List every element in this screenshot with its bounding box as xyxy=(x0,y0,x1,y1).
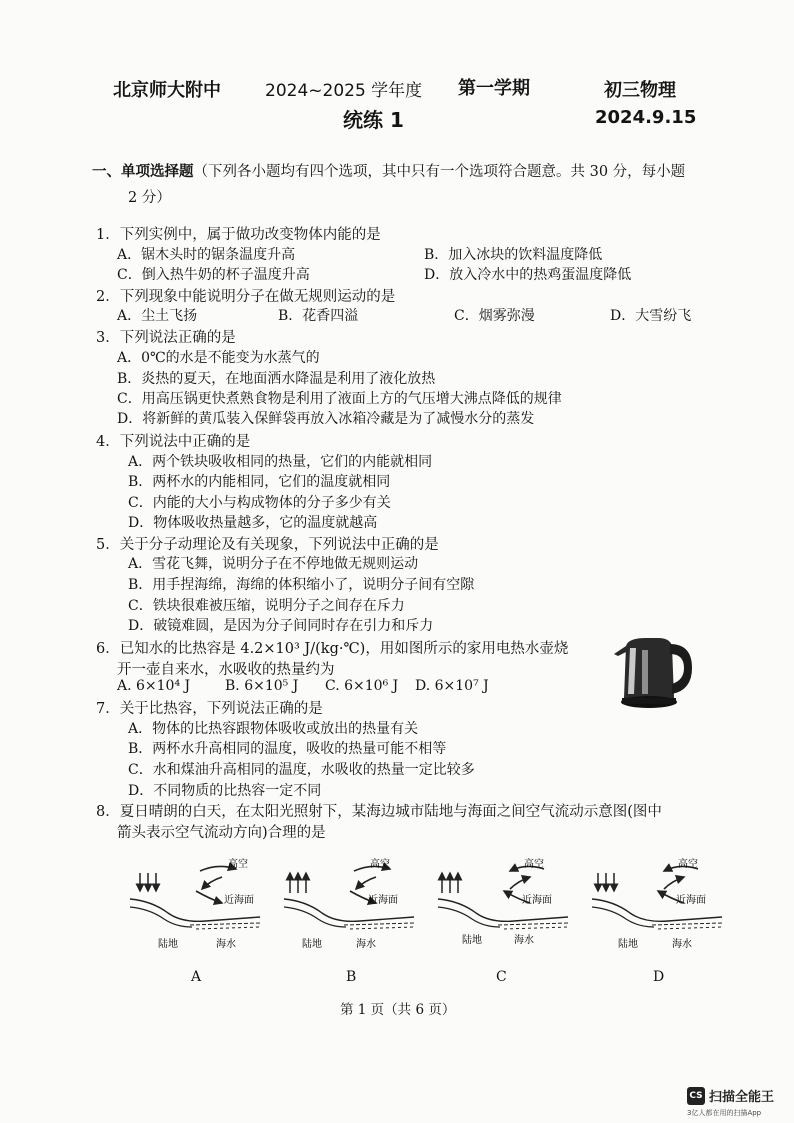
question-8-cont: 箭头表示空气流动方向)合理的是 xyxy=(117,825,326,841)
grade-subject: 初三物理 xyxy=(604,80,676,101)
page-title: 统练 1 xyxy=(343,108,404,132)
electric-kettle-image xyxy=(612,632,698,714)
question-8 xyxy=(96,800,662,821)
question-number: 6． xyxy=(96,641,120,657)
diagram-letter-d: D xyxy=(653,969,665,985)
label-land: 陆地 xyxy=(158,939,178,950)
question-1 xyxy=(96,223,381,244)
question-stem: 关于分子动理论及有关现象，下列说法中正确的是 xyxy=(119,537,439,553)
question-number: 4． xyxy=(96,434,120,450)
question-stem: 下列现象中能说明分子在做无规则运动的是 xyxy=(119,289,396,305)
option-7c: C．水和煤油升高相同的温度，水吸收的热量一定比较多 xyxy=(128,762,475,778)
section-instruction: （下列各小题均有四个选项，其中只有一个选项符合题意。共 30 分，每小题 xyxy=(193,164,686,180)
question-stem: 下列实例中，属于做功改变物体内能的是 xyxy=(119,227,381,243)
label-land: 陆地 xyxy=(618,939,638,950)
label-near-sea-surface: 近海面 xyxy=(368,895,398,906)
exam-date: 2024.9.15 xyxy=(595,107,697,128)
option-3a: A．0℃的水是不能变为水蒸气的 xyxy=(117,350,320,366)
option-3c: C．用高压锅更快煮熟食物是利用了液面上方的气压增大沸点降低的规律 xyxy=(117,391,562,407)
option-6d: D. 6×10⁷ J xyxy=(415,678,489,694)
label-high-altitude: 高空 xyxy=(524,859,544,870)
option-3b: B．炎热的夏天，在地面洒水降温是利用了液化放热 xyxy=(117,371,436,387)
label-land: 陆地 xyxy=(462,935,482,946)
question-number: 8． xyxy=(96,804,120,820)
option-1d: D．放入冷水中的热鸡蛋温度降低 xyxy=(424,267,632,283)
term: 第一学期 xyxy=(458,78,530,99)
option-6a: A. 6×10⁴ J xyxy=(117,678,191,694)
question-number: 1． xyxy=(96,227,120,243)
option-5b: B．用手捏海绵，海绵的体积缩小了，说明分子间有空隙 xyxy=(128,577,475,593)
label-sea-water: 海水 xyxy=(672,939,692,950)
sea-air-arrow xyxy=(510,877,530,889)
diagram-letter-b: B xyxy=(346,969,357,985)
question-number: 2． xyxy=(96,289,120,305)
question-stem: 下列说法正确的是 xyxy=(119,330,236,346)
label-near-sea-surface: 近海面 xyxy=(676,895,706,906)
label-near-sea-surface: 近海面 xyxy=(522,895,552,906)
question-6 xyxy=(96,637,568,658)
question-number: 5． xyxy=(96,537,120,553)
option-2b: B．花香四溢 xyxy=(278,308,359,324)
option-1b: B．加入冰块的饮料温度降低 xyxy=(424,247,603,263)
label-near-sea-surface: 近海面 xyxy=(224,895,254,906)
question-7 xyxy=(96,697,323,718)
scanner-logo-icon: CS xyxy=(687,1087,705,1105)
lower-arrow xyxy=(196,891,222,903)
option-1a: A．锯木头时的锯条温度升高 xyxy=(117,247,296,263)
question-4 xyxy=(96,430,250,451)
air-flow-diagram-b xyxy=(284,855,424,955)
diagram-letter-c: C xyxy=(496,969,507,985)
sea-water xyxy=(344,923,414,925)
school-year: 2024~2025 学年度 xyxy=(265,81,423,101)
sea-water xyxy=(498,923,568,925)
option-5d: D．破镜难圆，是因为分子间同时存在引力和斥力 xyxy=(128,618,434,634)
section-instruction-cont: 2 分） xyxy=(128,190,171,206)
option-2d: D．大雪纷飞 xyxy=(610,308,692,324)
sea-air-arrow xyxy=(664,877,684,889)
option-7a: A．物体的比热容跟物体吸收或放出的热量有关 xyxy=(128,721,419,737)
page-number: 第 1 页（共 6 页） xyxy=(340,1002,456,1018)
sea-water xyxy=(190,923,260,925)
air-flow-diagram-d xyxy=(592,855,732,955)
air-flow-diagram-c xyxy=(438,855,578,955)
option-4c: C．内能的大小与构成物体的分子多少有关 xyxy=(128,495,391,511)
air-flow-diagram-a xyxy=(130,855,270,955)
sea-air-arrow xyxy=(356,877,376,889)
label-high-altitude: 高空 xyxy=(370,859,390,870)
scanner-app-name: 扫描全能王 xyxy=(709,1090,775,1105)
question-5 xyxy=(96,533,439,554)
option-2c: C．烟雾弥漫 xyxy=(454,308,535,324)
question-stem: 夏日晴朗的白天，在太阳光照射下，某海边城市陆地与海面之间空气流动示意图(图中 xyxy=(119,804,662,820)
section-title: 一、单项选择题 xyxy=(92,164,194,180)
question-stem: 下列说法中正确的是 xyxy=(119,434,251,450)
option-5a: A．雪花飞舞，说明分子在不停地做无规则运动 xyxy=(128,556,419,572)
question-2 xyxy=(96,285,395,306)
option-2a: A．尘土飞扬 xyxy=(117,308,198,324)
option-4b: B．两杯水的内能相同，它们的温度就相同 xyxy=(128,474,391,490)
sea-water xyxy=(652,923,722,925)
option-4d: D．物体吸收热量越多，它的温度就越高 xyxy=(128,515,378,531)
diagram-letter-a: A xyxy=(191,969,202,985)
option-7d: D．不同物质的比热容一定不同 xyxy=(128,783,322,799)
question-stem: 已知水的比热容是 4.2×10³ J/(kg·℃)，用如图所示的家用电热水壶烧 xyxy=(119,641,569,657)
question-stem: 关于比热容，下列说法正确的是 xyxy=(119,701,323,717)
option-5c: C．铁块很难被压缩，说明分子之间存在斥力 xyxy=(128,598,405,614)
label-high-altitude: 高空 xyxy=(228,859,248,870)
sea-air-arrow xyxy=(202,877,222,889)
option-4a: A．两个铁块吸收相同的热量，它们的内能就相同 xyxy=(128,454,433,470)
label-sea-water: 海水 xyxy=(356,939,376,950)
option-1c: C．倒入热牛奶的杯子温度升高 xyxy=(117,267,310,283)
question-6-cont: 开一壶自来水，水吸收的热量约为 xyxy=(117,662,335,678)
question-number: 3． xyxy=(96,330,120,346)
option-6b: B. 6×10⁵ J xyxy=(225,678,299,694)
label-sea-water: 海水 xyxy=(514,935,534,946)
label-land: 陆地 xyxy=(302,939,322,950)
school-name: 北京师大附中 xyxy=(113,80,221,101)
scanner-app-tagline: 3亿人都在用的扫描App xyxy=(687,1109,762,1117)
option-3d: D．将新鲜的黄瓜装入保鲜袋再放入冰箱冷藏是为了减慢水分的蒸发 xyxy=(117,411,535,427)
label-high-altitude: 高空 xyxy=(678,859,698,870)
option-7b: B．两杯水升高相同的温度，吸收的热量可能不相等 xyxy=(128,741,447,757)
option-6c: C. 6×10⁶ J xyxy=(325,678,399,694)
question-3 xyxy=(96,326,236,347)
label-sea-water: 海水 xyxy=(216,939,236,950)
section-heading xyxy=(92,160,685,181)
question-number: 7． xyxy=(96,701,120,717)
